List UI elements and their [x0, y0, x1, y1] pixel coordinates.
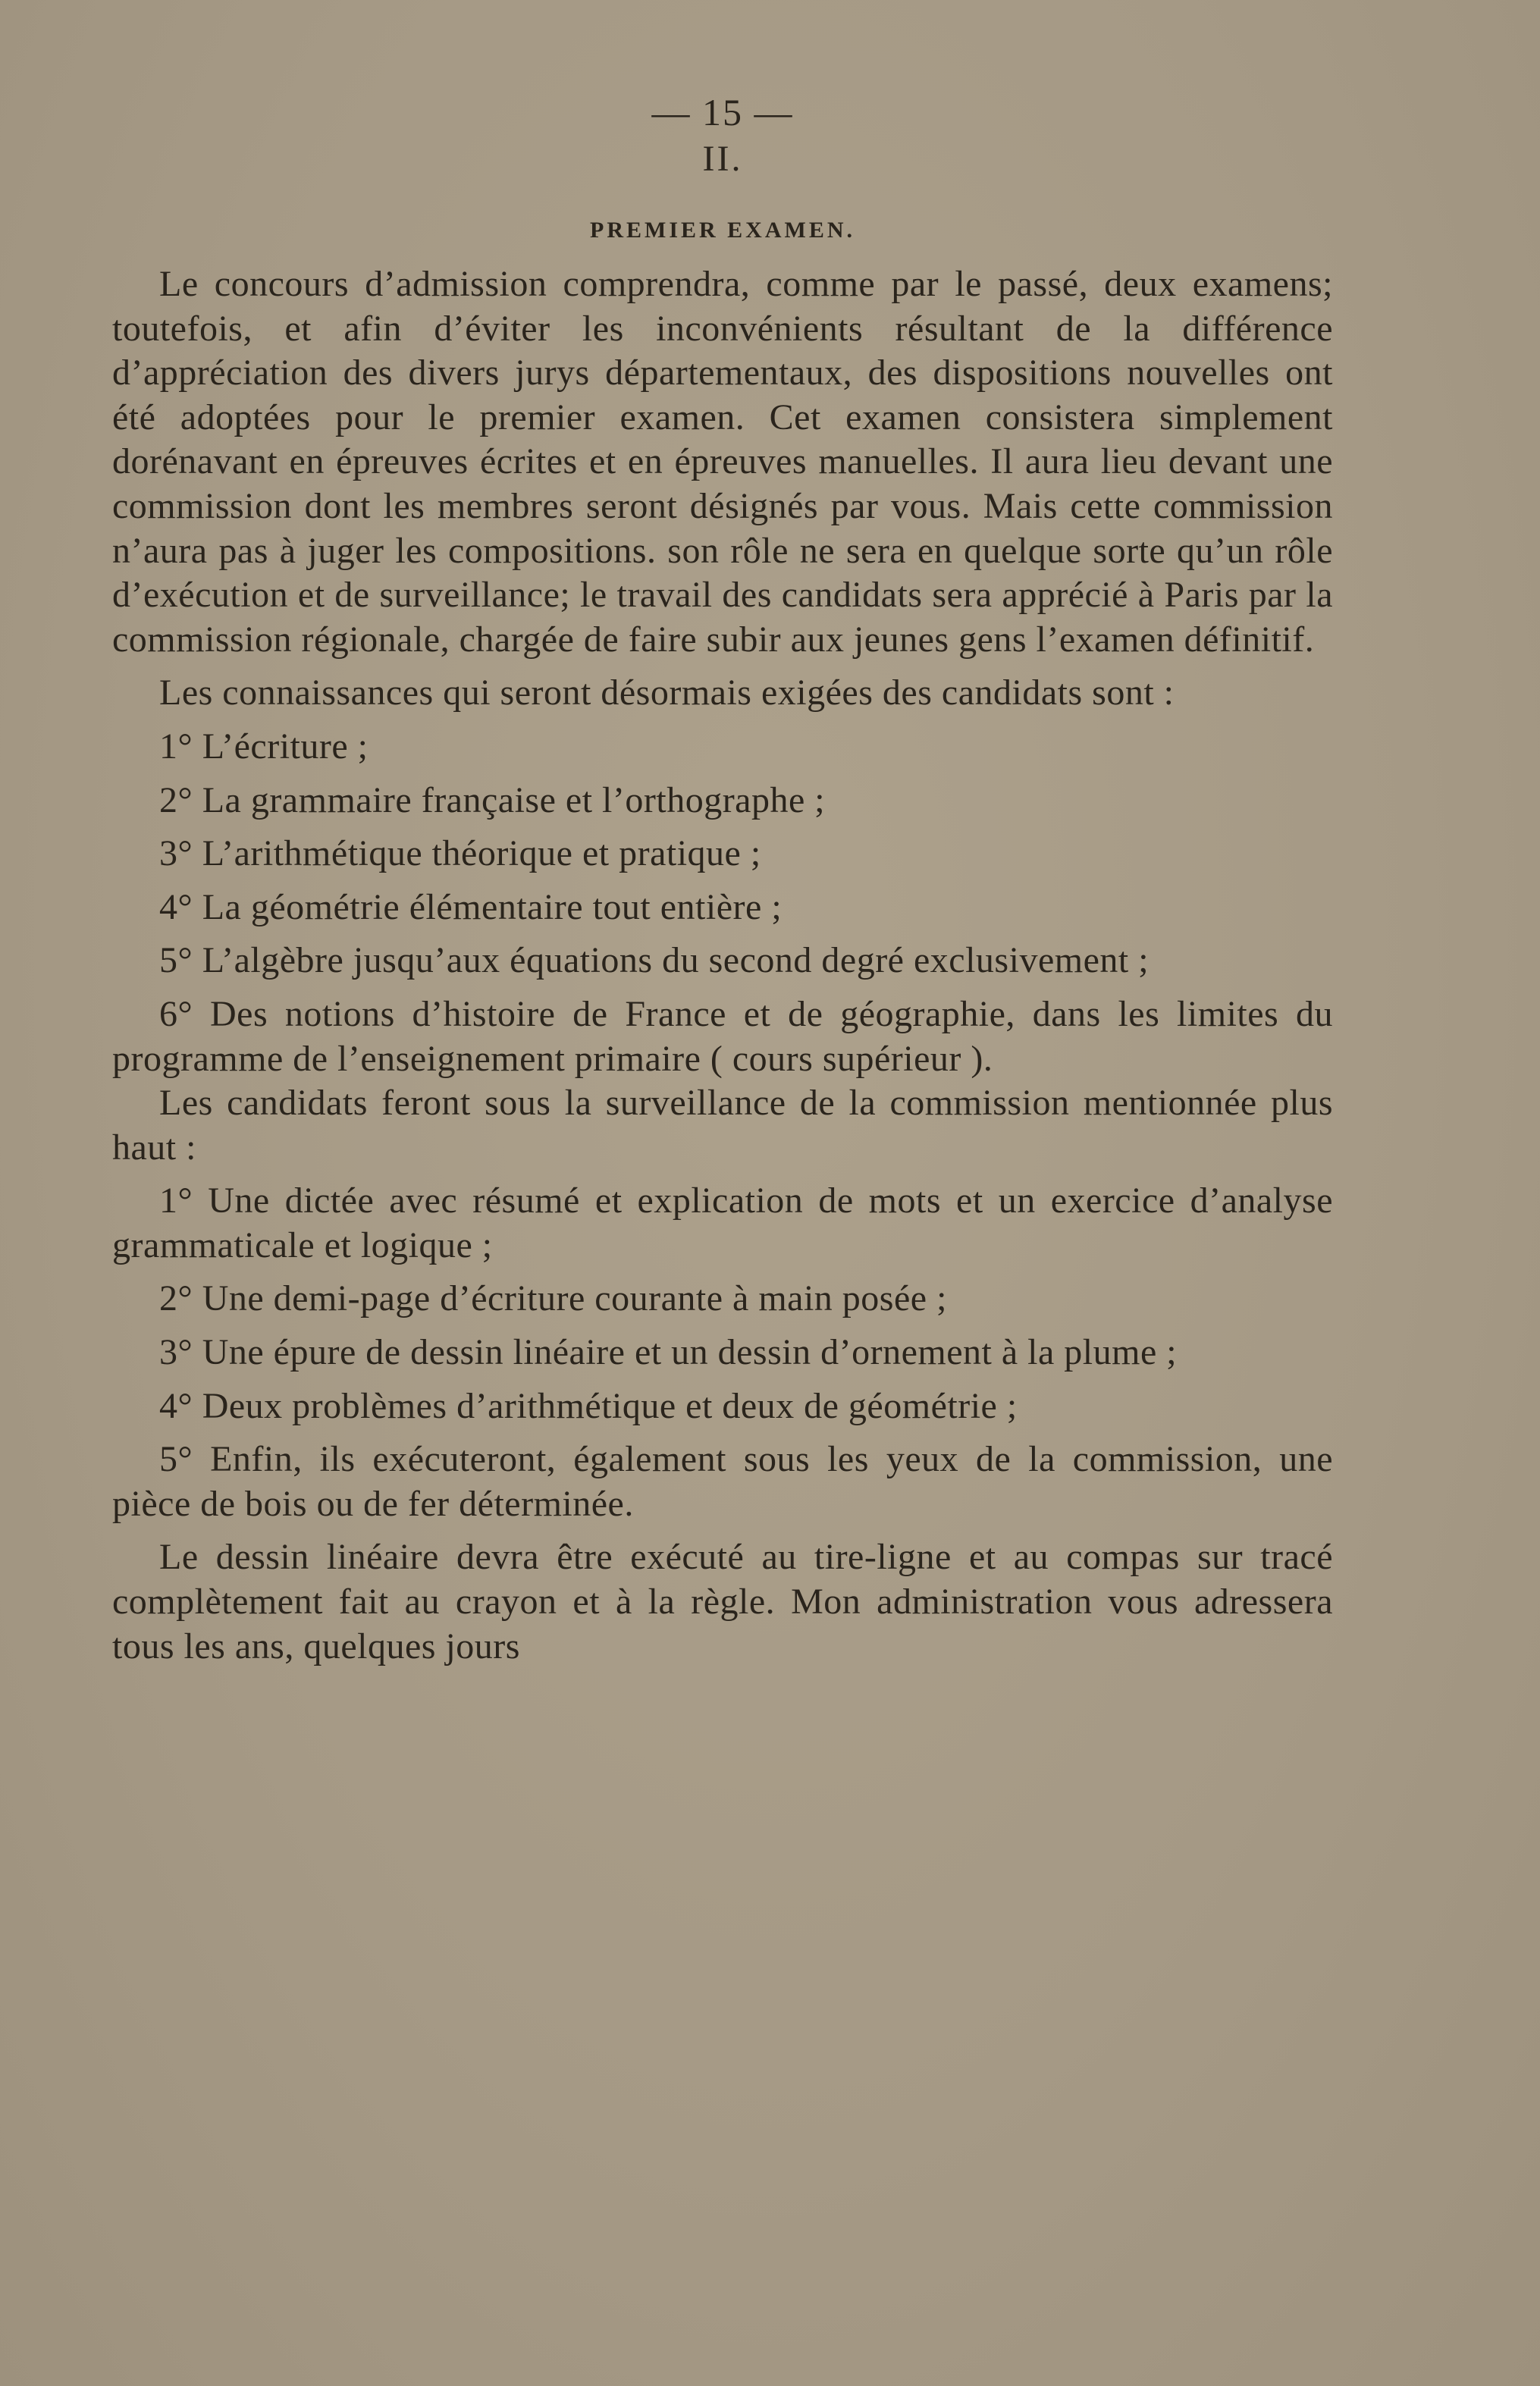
knowledge-item-6: 6° Des notions d’histoire de France et de géographie, dans les limites du programme de l’enseignement primaire ( cours supérieur ). [112, 993, 1333, 1079]
task-item-5: 5° Enfin, ils exécuteront, également sous les yeux de la commission, une pièce de bois ou de fer déterminée. [112, 1439, 1333, 1524]
task-item-4: 4° Deux problèmes d’arithmétique et deux de géométrie ; [159, 1385, 1018, 1426]
knowledge-item-5: 5° L’algèbre jusqu’aux équations du second degré exclusivement ; [159, 940, 1150, 981]
body-text [112, 262, 1333, 1669]
paragraph-intro: Le concours d’admission comprendra, comme par le passé, deux examens; toutefois, et afin d’éviter les inconvénients résultant de la différence d’appréciation des divers jurys départementaux, des dispositions nouvelles ont été adoptées pour le premier examen. Cet examen consistera simplement dorénavant en épreuves écrites et en épreuves manuelles. Il aura lieu devant une commission dont les membres seront désignés par vous. Mais cette commission n’aura pas à juger les compositions. son rôle ne sera en quelque sorte qu’un rôle d’exécution et de surveillance; le travail des candidats sera apprécié à Paris par la commission régionale, chargée de faire subir aux jeunes gens l’examen définitif. [112, 264, 1333, 660]
task-item-2: 2° Une demi-page d’écriture courante à main posée ; [159, 1278, 947, 1319]
task-item-1: 1° Une dictée avec résumé et explication de mots et un exercice d’analyse grammaticale et logique ; [112, 1180, 1333, 1265]
knowledge-item-4: 4° La géométrie élémentaire tout entière ; [159, 886, 783, 927]
section-numeral: II. [702, 139, 743, 179]
knowledge-item-2: 2° La grammaire française et l’orthographe ; [159, 779, 826, 820]
page-content [112, 89, 1333, 1669]
paragraph-knowledge-lead: Les connaissances qui seront désormais exigées des candidats sont : [159, 673, 1175, 713]
paragraph-tasks-lead: Les candidats feront sous la surveillance de la commission mentionnée plus haut : [112, 1083, 1333, 1168]
knowledge-item-3: 3° L’arithmétique théorique et pratique ; [159, 833, 761, 874]
knowledge-item-1: 1° L’écriture ; [159, 726, 369, 767]
paragraph-drawing: Le dessin linéaire devra être exécuté au tire-ligne et au compas sur tracé complètement fait au crayon et à la règle. Mon administration vous adressera tous les ans, quelques jours [112, 1537, 1333, 1666]
section-title: PREMIER EXAMEN. [590, 218, 855, 243]
page-number: — 15 — [651, 91, 794, 133]
task-item-3: 3° Une épure de dessin linéaire et un dessin d’ornement à la plume ; [159, 1332, 1178, 1373]
